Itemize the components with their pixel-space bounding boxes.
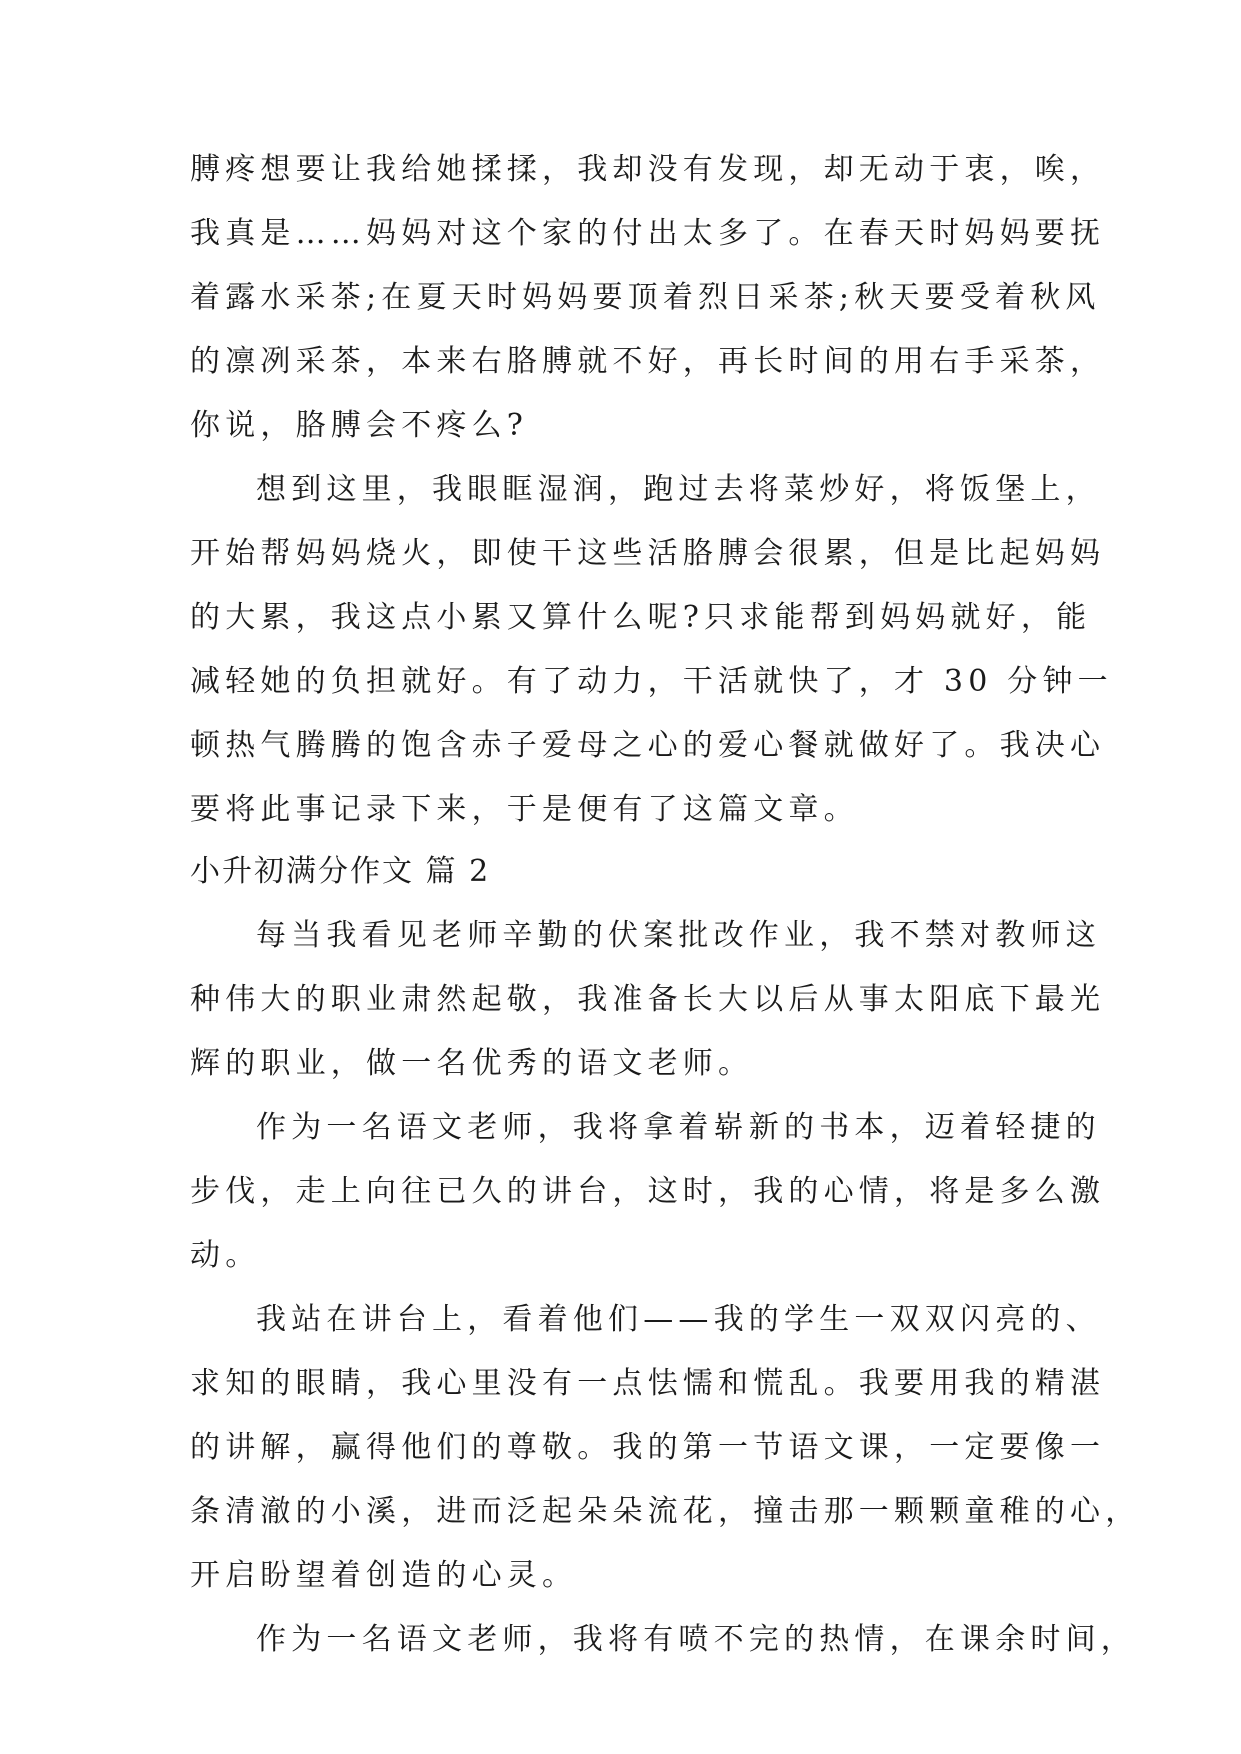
text-line: 辉的职业，做一名优秀的语文老师。 xyxy=(190,1046,754,1081)
text-line: 的讲解，赢得他们的尊敬。我的第一节语文课，一定要像一 xyxy=(190,1430,1106,1465)
section-heading: 小升初满分作文 篇 2 xyxy=(190,854,491,889)
paragraph-start-line: 想到这里，我眼眶湿润，跑过去将菜炒好，将饭堡上， xyxy=(256,472,1101,507)
paragraph-start-line: 我站在讲台上，看着他们——我的学生一双双闪亮的、 xyxy=(256,1302,1101,1337)
text-line: 求知的眼睛，我心里没有一点怯懦和慌乱。我要用我的精湛 xyxy=(190,1366,1106,1401)
text-line: 着露水采茶;在夏天时妈妈要顶着烈日采茶;秋天要受着秋风 xyxy=(190,280,1101,315)
paragraph-start-line: 每当我看见老师辛勤的伏案批改作业，我不禁对教师这 xyxy=(256,918,1101,953)
paragraph-start-line: 作为一名语文老师，我将拿着崭新的书本，迈着轻捷的 xyxy=(256,1110,1101,1145)
text-line: 你说，胳膊会不疼么? xyxy=(190,408,529,443)
text-line: 的大累，我这点小累又算什么呢?只求能帮到妈妈就好，能 xyxy=(190,600,1092,635)
text-line: 开始帮妈妈烧火，即使干这些活胳膊会很累，但是比起妈妈 xyxy=(190,536,1106,571)
text-line: 膊疼想要让我给她揉揉，我却没有发现，却无动于衷，唉， xyxy=(190,152,1106,187)
text-line: 的凛冽采茶，本来右胳膊就不好，再长时间的用右手采茶， xyxy=(190,344,1106,379)
text-line: 动。 xyxy=(190,1238,261,1273)
text-line: 开启盼望着创造的心灵。 xyxy=(190,1558,578,1593)
text-line: 我真是……妈妈对这个家的付出太多了。在春天时妈妈要抚 xyxy=(190,216,1106,251)
text-line: 减轻她的负担就好。有了动力，干活就快了，才 30 分钟一 xyxy=(190,664,1113,699)
paragraph-start-line: 作为一名语文老师，我将有喷不完的热情，在课余时间， xyxy=(256,1622,1136,1657)
text-line: 顿热气腾腾的饱含赤子爱母之心的爱心餐就做好了。我决心 xyxy=(190,728,1106,763)
text-line: 条清澈的小溪，进而泛起朵朵流花，撞击那一颗颗童稚的心， xyxy=(190,1494,1141,1529)
text-line: 种伟大的职业肃然起敬，我准备长大以后从事太阳底下最光 xyxy=(190,982,1106,1017)
text-line: 步伐，走上向往已久的讲台，这时，我的心情，将是多么激 xyxy=(190,1174,1106,1209)
text-line: 要将此事记录下来，于是便有了这篇文章。 xyxy=(190,792,859,827)
